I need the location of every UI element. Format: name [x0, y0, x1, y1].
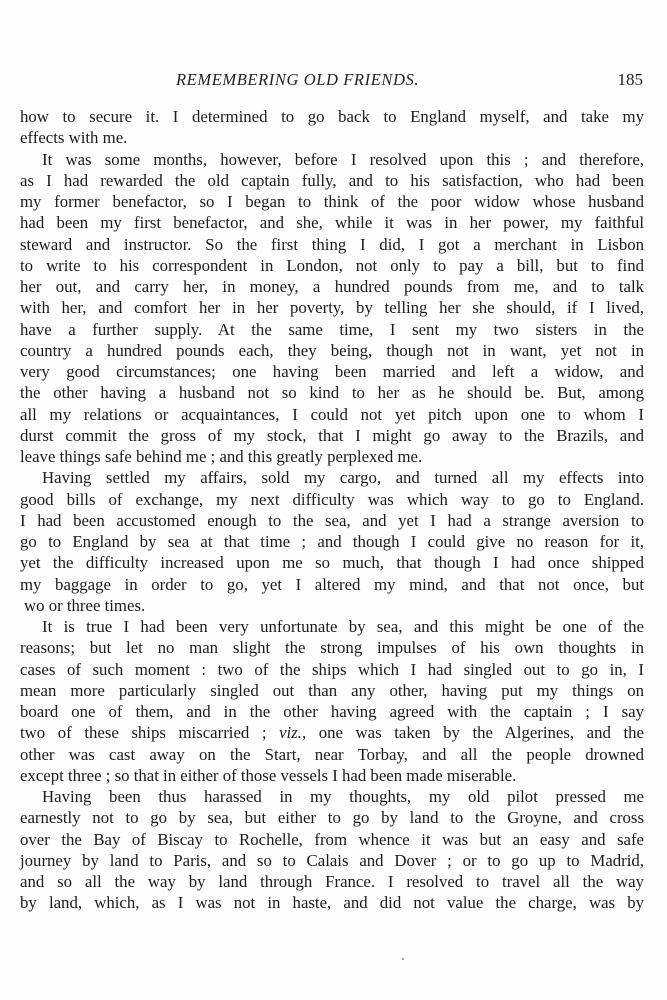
- text-line: good bills of exchange, my next difficulty was which way to go to England.: [20, 489, 644, 509]
- text-line: had been my first benefactor, and she, while it was in her power, my faithful: [20, 213, 644, 233]
- text-line: yet the difficulty increased upon me so much, that though I had once shipped: [20, 553, 644, 573]
- text-line: reasons; but let no man slight the strong impulses of his own thoughts in: [20, 638, 644, 658]
- paragraph: [20, 467, 644, 616]
- running-title: REMEMBERING OLD FRIENDS.: [176, 70, 420, 89]
- text-line: over the Bay of Biscay to Rochelle, from whence it was but an easy and safe: [20, 829, 644, 849]
- text-line: leave things safe behind me ; and this greatly perplexed me.: [20, 447, 423, 466]
- italic-abbreviation: viz.: [279, 723, 302, 743]
- text-line: all my relations or acquaintances, I could not yet pitch upon one to whom I: [20, 404, 644, 424]
- text-line: very good circumstances; one having been married and left a widow, and: [20, 362, 644, 381]
- text-line: two of these ships miscarried ; viz., one was taken by the Algerines, and the: [20, 723, 644, 743]
- text-line: by land, which, as I was not in haste, and did not value the charge, was by: [20, 893, 644, 913]
- text-line: journey by land to Paris, and so to Calais and Dover ; or to go up to Madrid,: [20, 850, 644, 870]
- text-line: It is true I had been very unfortunate by sea, and this might be one of the: [42, 617, 644, 636]
- text-line: have a further supply. At the same time, I sent my two sisters in the: [20, 319, 644, 339]
- text-line: Having been thus harassed in my thoughts, my old pilot pressed me: [42, 787, 644, 806]
- paragraph: [20, 616, 644, 786]
- text-line: her out, and carry her, in money, a hundred pounds from me, and to talk: [20, 277, 644, 296]
- page-header: [0, 70, 667, 94]
- text-line: and so all the way by land through France. I resolved to travel all the way: [20, 872, 644, 891]
- text-line: steward and instructor. So the first thing I did, I got a merchant in Lisbon: [20, 234, 644, 254]
- text-line: It was some months, however, before I resolved upon this ; and therefore,: [42, 149, 644, 169]
- text-line: the other having a husband not so kind to her as he should be. But, among: [20, 383, 644, 403]
- text-line: with her, and comfort her in her poverty, by telling her she should, if I lived,: [20, 298, 644, 318]
- text-line: my baggage in order to go, yet I altered my mind, and that not once, but: [20, 574, 644, 594]
- page-number: 185: [617, 70, 643, 89]
- text-line: cases of such moment : two of the ships which I had singled out to go in, I: [20, 659, 644, 679]
- text-line: go to England by sea at that time ; and though I could give no reason for it,: [20, 532, 644, 551]
- text-line: other was cast away on the Start, near Torbay, and all the people drowned: [20, 744, 644, 764]
- text-line: mean more particularly singled out than any other, having put my things on: [20, 680, 644, 700]
- text-line: I had been accustomed enough to the sea, and yet I had a strange aversion to: [20, 510, 644, 530]
- text-line: except three ; so that in either of those vessels I had been made miserable.: [20, 765, 517, 785]
- text-line: durst commit the gross of my stock, that I might go away to the Brazils, and: [20, 425, 644, 445]
- text-line: my former benefactor, so I began to think of the poor widow whose husband: [20, 192, 644, 211]
- footer-mark: [402, 958, 404, 960]
- text-line: earnestly not to go by sea, but either to go by land to the Groyne, and cross: [20, 808, 644, 828]
- body-text: [20, 106, 644, 914]
- paragraph: [20, 149, 644, 468]
- text-line: to write to his correspondent in London, not only to pay a bill, but to find: [20, 255, 644, 275]
- text-line: wo or three times.: [24, 595, 146, 615]
- paragraph: [20, 106, 644, 149]
- text-line: as I had rewarded the old captain fully, and to his satisfaction, who had been: [20, 170, 644, 190]
- paragraph: [20, 786, 644, 914]
- text-line: board one of them, and in the other having agreed with the captain ; I say: [20, 702, 644, 721]
- text-line: Having settled my affairs, sold my cargo, and turned all my effects into: [42, 468, 644, 488]
- text-line: effects with me.: [20, 128, 128, 148]
- text-line: country a hundred pounds each, they being, though not in want, yet not in: [20, 340, 644, 360]
- text-line: how to secure it. I determined to go back to England myself, and take my: [20, 107, 644, 126]
